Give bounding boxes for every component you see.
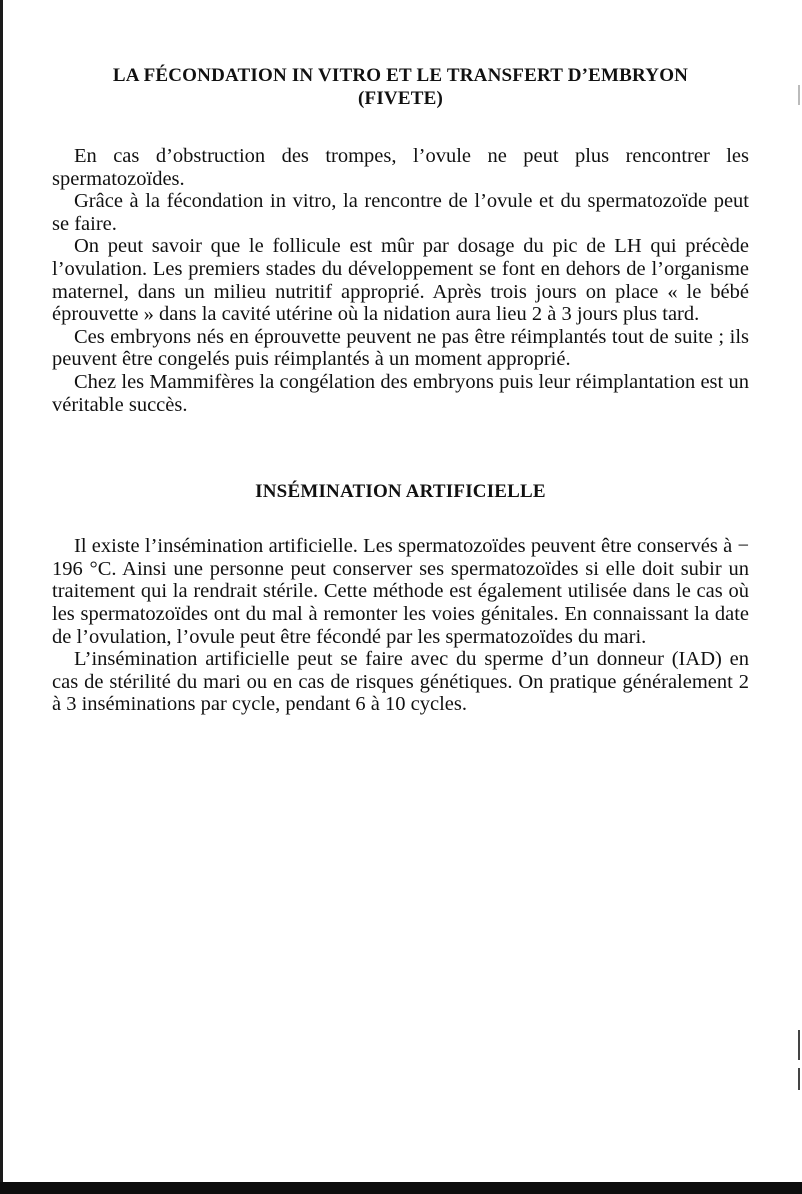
paragraph: Chez les Mammifères la congélation des embryons puis leur réimplantation est un véritable succès.	[52, 370, 749, 416]
paragraph: L’insémination artificielle peut se faire avec du sperme d’un donneur (IAD) en cas de stérilité du mari ou en cas de risques génétiques. On pratique généralement 2 à 3 inséminations par cycle, pendant 6 à 10 cycles.	[52, 648, 749, 716]
section-heading-insemination: INSÉMINATION ARTIFICIELLE	[255, 481, 546, 503]
heading-line-2: (FIVETE)	[358, 88, 443, 109]
scan-edge-bottom	[0, 1182, 802, 1194]
section-heading-fivete	[52, 64, 749, 110]
scan-mark-lower-2	[798, 1068, 800, 1090]
scan-mark-lower-1	[798, 1030, 800, 1060]
paragraph: On peut savoir que le follicule est mûr par dosage du pic de LH qui précède l’ovulation. Les premiers stades du développement se font en dehors de l’organisme maternel, dans un milieu nutritif approprié. Après trois jours on place « le bébé éprouvette » dans la cavité utérine où la nidation aura lieu 2 à 3 jours plus tard.	[52, 235, 749, 326]
section-body-fivete	[52, 145, 749, 416]
paragraph: Il existe l’insémination artificielle. Les spermatozoïdes peuvent être conservés à − 196 °C. Ainsi une personne peut conserver ses spermatozoïdes si elle doit subir un traitement qui la rendrait stérile. Cette méthode est également utilisée dans le cas où les spermatozoïdes ont du mal à remonter les voies génitales. En connaissant la date de l’ovulation, l’ovule peut être fécondé par les spermatozoïdes du mari.	[52, 535, 749, 648]
document-page	[52, 64, 749, 716]
paragraph: En cas d’obstruction des trompes, l’ovule ne peut plus rencontrer les spermatozoïdes.	[52, 145, 749, 190]
section-body-insemination	[52, 535, 749, 716]
heading-line-1: LA FÉCONDATION IN VITRO ET LE TRANSFERT D’EMBRYON	[112, 65, 689, 86]
scan-edge-left	[0, 0, 3, 1182]
scan-mark-top	[798, 85, 800, 105]
paragraph: Grâce à la fécondation in vitro, la rencontre de l’ovule et du spermatozoïde peut se faire.	[52, 190, 749, 235]
paragraph: Ces embryons nés en éprouvette peuvent ne pas être réimplantés tout de suite ; ils peuvent être congelés puis réimplantés à un moment approprié.	[52, 325, 749, 371]
